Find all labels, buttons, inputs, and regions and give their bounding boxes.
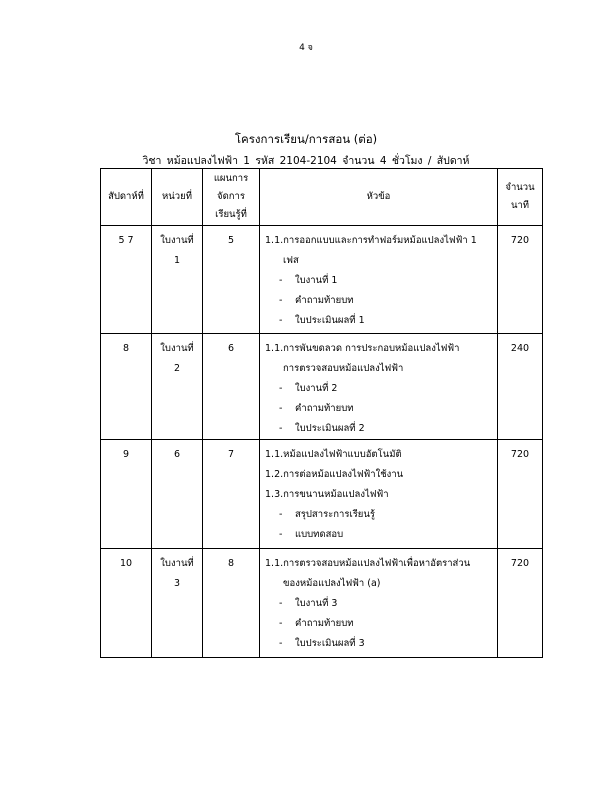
topic-bullet — [265, 614, 494, 634]
table-header-row — [101, 169, 543, 226]
bullet-text: ใบประเมินผลที่ 2 — [295, 423, 365, 434]
topic-line: 1.1.การพันขดลวด การประกอบหม้อแปลงไฟฟ้า — [265, 343, 460, 354]
bullet-dash: - — [279, 295, 283, 306]
bullet-text: ใบงานที่ 2 — [295, 383, 338, 394]
header-unit — [152, 169, 203, 226]
topic-bullet — [265, 271, 494, 291]
unit-cell — [152, 549, 203, 658]
topic-bullet — [265, 594, 494, 614]
bullet-text: คำถามท้ายบท — [295, 295, 354, 306]
plan-cell: 5 — [203, 226, 260, 334]
bullet-dash: - — [279, 403, 283, 414]
course-subtitle: วิชา หม้อแปลงไฟฟ้า 1 รหัส 2104-2104 จำนวน 4 ชั่วโมง / สัปดาห์ — [142, 155, 470, 167]
header-minutes-line-2: นาที — [510, 200, 530, 211]
minutes-cell: 720 — [498, 549, 543, 658]
unit-cell — [152, 440, 203, 549]
topic-bullet — [265, 505, 494, 525]
topic-line: เฟส — [283, 255, 299, 266]
bullet-text: คำถามท้ายบท — [295, 403, 354, 414]
unit-line-2: 3 — [173, 578, 181, 589]
header-plan-line-1: แผนการ — [213, 173, 249, 184]
bullet-dash: - — [279, 275, 283, 286]
course-schedule-table — [100, 168, 543, 658]
topic-bullet — [265, 634, 494, 654]
unit-line-1: ใบงานที่ — [160, 343, 194, 354]
topic-line: 1.1.การออกแบบและการทำฟอร์มหม้อแปลงไฟฟ้า 1 — [265, 235, 477, 246]
topic-bullet — [265, 419, 494, 439]
bullet-dash: - — [279, 529, 283, 540]
header-plan-line-3: เรียนรู้ที่ — [215, 209, 247, 220]
bullet-text: สรุปสาระการเรียนรู้ — [295, 509, 375, 520]
bullet-dash: - — [279, 315, 283, 326]
bullet-text: ใบประเมินผลที่ 3 — [295, 638, 365, 649]
topic-bullet — [265, 399, 494, 419]
minutes-cell: 240 — [498, 334, 543, 440]
topic-line: ของหม้อแปลงไฟฟ้า (a) — [283, 578, 381, 589]
plan-cell: 7 — [203, 440, 260, 549]
topic-line: 1.3.การขนานหม้อแปลงไฟฟ้า — [265, 489, 389, 500]
topic-cell — [260, 549, 498, 658]
topic-line: 1.1.การตรวจสอบหม้อแปลงไฟฟ้าเพื่อหาอัตราส่วน — [265, 558, 471, 569]
bullet-dash: - — [279, 509, 283, 520]
topic-line: 1.1.หม้อแปลงไฟฟ้าแบบอัตโนมัติ — [265, 449, 402, 460]
page-number: 4 จ — [299, 43, 313, 53]
unit-line-2: 1 — [173, 255, 181, 266]
bullet-text: ใบงานที่ 1 — [295, 275, 338, 286]
header-plan-line-2: จัดการ — [217, 191, 245, 202]
header-week-label: สัปดาห์ที่ — [108, 191, 144, 202]
bullet-dash: - — [279, 618, 283, 629]
header-topic — [260, 169, 498, 226]
table-row — [101, 226, 543, 334]
unit-cell — [152, 226, 203, 334]
header-minutes-line-1: จำนวน — [505, 182, 535, 193]
header-plan — [203, 169, 260, 226]
bullet-text: คำถามท้ายบท — [295, 618, 354, 629]
topic-line: 1.2.การต่อหม้อแปลงไฟฟ้าใช้งาน — [265, 469, 404, 480]
topic-cell — [260, 440, 498, 549]
unit-line-1: ใบงานที่ — [160, 558, 194, 569]
topic-bullet — [265, 311, 494, 331]
topic-bullet — [265, 379, 494, 399]
unit-line-1: 6 — [173, 449, 181, 460]
week-cell: 9 — [101, 440, 152, 549]
unit-cell — [152, 334, 203, 440]
bullet-text: ใบประเมินผลที่ 1 — [295, 315, 365, 326]
topic-line: การตรวจสอบหม้อแปลงไฟฟ้า — [283, 363, 404, 374]
bullet-dash: - — [279, 598, 283, 609]
bullet-text: แบบทดสอบ — [295, 529, 344, 540]
topic-bullet — [265, 291, 494, 311]
week-cell: 8 — [101, 334, 152, 440]
minutes-cell: 720 — [498, 226, 543, 334]
plan-cell: 8 — [203, 549, 260, 658]
header-unit-label: หน่วยที่ — [162, 191, 192, 202]
header-week — [101, 169, 152, 226]
week-cell: 5 7 — [101, 226, 152, 334]
plan-cell: 6 — [203, 334, 260, 440]
unit-line-1: ใบงานที่ — [160, 235, 194, 246]
table-row — [101, 549, 543, 658]
topic-cell — [260, 334, 498, 440]
topic-cell — [260, 226, 498, 334]
table-row — [101, 334, 543, 440]
unit-line-2: 2 — [173, 363, 181, 374]
week-cell: 10 — [101, 549, 152, 658]
bullet-dash: - — [279, 638, 283, 649]
table-row — [101, 440, 543, 549]
bullet-text: ใบงานที่ 3 — [295, 598, 338, 609]
document-title: โครงการเรียน/การสอน (ต่อ) — [234, 132, 378, 146]
topic-bullet — [265, 525, 494, 545]
minutes-cell: 720 — [498, 440, 543, 549]
header-minutes — [498, 169, 543, 226]
bullet-dash: - — [279, 423, 283, 434]
header-topic-label: หัวข้อ — [366, 191, 391, 202]
bullet-dash: - — [279, 383, 283, 394]
